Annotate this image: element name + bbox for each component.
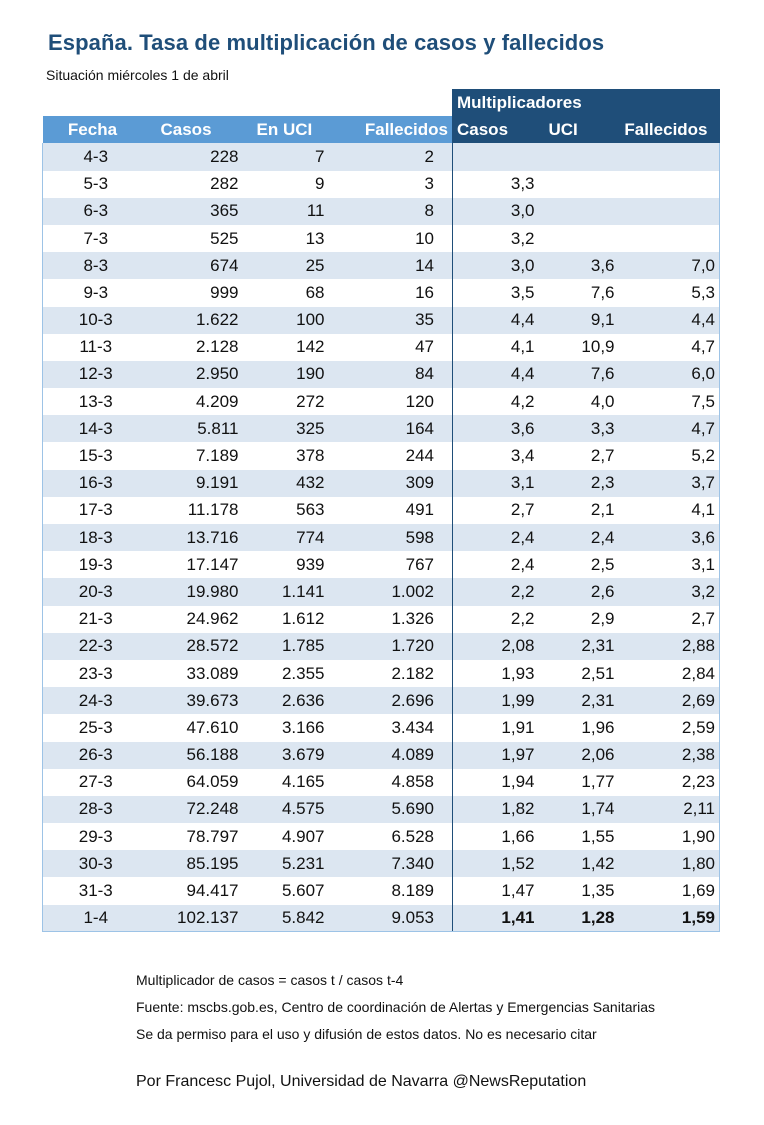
cell-mult-fallecidos: 5,3	[619, 279, 720, 306]
table-row	[43, 877, 720, 904]
cell-mult-uci: 7,6	[539, 361, 619, 388]
cell-mult-fallecidos: 4,4	[619, 307, 720, 334]
cell-casos: 525	[143, 225, 243, 252]
cell-mult-uci: 4,0	[539, 388, 619, 415]
table-row	[43, 442, 720, 469]
cell-fallecidos: 1.002	[343, 578, 453, 605]
cell-fallecidos: 35	[343, 307, 453, 334]
table-row	[43, 524, 720, 551]
cell-uci: 9	[243, 171, 343, 198]
cell-mult-casos: 1,47	[453, 877, 539, 904]
table-row	[43, 225, 720, 252]
column-header-row	[43, 116, 720, 143]
cell-casos: 56.188	[143, 742, 243, 769]
cell-fallecidos: 9.053	[343, 905, 453, 932]
cell-uci: 3.679	[243, 742, 343, 769]
cell-mult-uci: 3,3	[539, 415, 619, 442]
cell-mult-casos: 3,6	[453, 415, 539, 442]
cell-uci: 563	[243, 497, 343, 524]
cell-mult-fallecidos: 1,90	[619, 823, 720, 850]
cell-mult-casos: 2,2	[453, 578, 539, 605]
cell-mult-casos: 3,1	[453, 470, 539, 497]
cell-mult-casos	[453, 143, 539, 170]
cell-fecha: 19-3	[43, 551, 143, 578]
cell-fallecidos: 1.326	[343, 606, 453, 633]
cell-mult-casos: 4,4	[453, 307, 539, 334]
cell-mult-uci: 2,3	[539, 470, 619, 497]
cell-uci: 5.842	[243, 905, 343, 932]
multiplicadores-header: Multiplicadores	[453, 89, 720, 116]
cell-mult-casos: 2,7	[453, 497, 539, 524]
cell-casos: 24.962	[143, 606, 243, 633]
cell-mult-uci: 2,6	[539, 578, 619, 605]
header-uci: En UCI	[243, 116, 343, 143]
cell-fallecidos: 4.089	[343, 742, 453, 769]
table-row	[43, 171, 720, 198]
cell-uci: 378	[243, 442, 343, 469]
table-row	[43, 606, 720, 633]
cell-uci: 5.231	[243, 850, 343, 877]
cell-casos: 282	[143, 171, 243, 198]
cell-mult-uci	[539, 198, 619, 225]
cell-mult-uci: 10,9	[539, 334, 619, 361]
cell-fallecidos: 244	[343, 442, 453, 469]
cell-fallecidos: 5.690	[343, 796, 453, 823]
cell-mult-fallecidos: 2,84	[619, 660, 720, 687]
cell-mult-uci: 1,96	[539, 714, 619, 741]
cell-mult-uci: 1,35	[539, 877, 619, 904]
cell-mult-fallecidos: 3,7	[619, 470, 720, 497]
cell-fecha: 16-3	[43, 470, 143, 497]
table-row	[43, 551, 720, 578]
table-row	[43, 252, 720, 279]
cell-mult-fallecidos: 2,38	[619, 742, 720, 769]
cell-uci: 190	[243, 361, 343, 388]
cell-mult-uci: 1,74	[539, 796, 619, 823]
cell-uci: 13	[243, 225, 343, 252]
cell-fecha: 17-3	[43, 497, 143, 524]
cell-fecha: 4-3	[43, 143, 143, 170]
cell-mult-fallecidos: 4,1	[619, 497, 720, 524]
cell-mult-uci: 2,9	[539, 606, 619, 633]
cell-mult-uci: 3,6	[539, 252, 619, 279]
cell-mult-uci: 2,1	[539, 497, 619, 524]
cell-fecha: 15-3	[43, 442, 143, 469]
cell-casos: 72.248	[143, 796, 243, 823]
table-row	[43, 334, 720, 361]
table-row	[43, 905, 720, 932]
cell-mult-fallecidos	[619, 225, 720, 252]
cell-mult-casos: 1,93	[453, 660, 539, 687]
cell-fecha: 18-3	[43, 524, 143, 551]
cell-casos: 13.716	[143, 524, 243, 551]
cell-fallecidos: 120	[343, 388, 453, 415]
cell-mult-casos: 3,5	[453, 279, 539, 306]
cell-casos: 17.147	[143, 551, 243, 578]
cell-fecha: 10-3	[43, 307, 143, 334]
cell-casos: 102.137	[143, 905, 243, 932]
cell-fecha: 13-3	[43, 388, 143, 415]
cell-mult-fallecidos: 2,69	[619, 687, 720, 714]
cell-uci: 2.636	[243, 687, 343, 714]
cell-mult-uci: 1,77	[539, 769, 619, 796]
cell-fallecidos: 47	[343, 334, 453, 361]
cell-mult-fallecidos	[619, 198, 720, 225]
cell-fallecidos: 8.189	[343, 877, 453, 904]
cell-mult-fallecidos: 6,0	[619, 361, 720, 388]
cell-casos: 19.980	[143, 578, 243, 605]
cell-mult-fallecidos: 2,11	[619, 796, 720, 823]
cell-fecha: 24-3	[43, 687, 143, 714]
table-row	[43, 660, 720, 687]
cell-mult-uci: 2,51	[539, 660, 619, 687]
cell-mult-casos: 4,2	[453, 388, 539, 415]
cell-fecha: 14-3	[43, 415, 143, 442]
table-row	[43, 633, 720, 660]
cell-mult-uci	[539, 225, 619, 252]
cell-fallecidos: 3.434	[343, 714, 453, 741]
cell-mult-fallecidos: 2,88	[619, 633, 720, 660]
cell-mult-fallecidos: 5,2	[619, 442, 720, 469]
cell-mult-casos: 1,99	[453, 687, 539, 714]
cell-mult-casos: 1,66	[453, 823, 539, 850]
cell-uci: 25	[243, 252, 343, 279]
cell-uci: 432	[243, 470, 343, 497]
table-row	[43, 687, 720, 714]
cell-uci: 142	[243, 334, 343, 361]
cell-uci: 11	[243, 198, 343, 225]
cell-fecha: 25-3	[43, 714, 143, 741]
cell-fecha: 22-3	[43, 633, 143, 660]
note-permission: Se da permiso para el uso y difusión de estos datos. No es necesario citar	[136, 1026, 597, 1042]
cell-fallecidos: 1.720	[343, 633, 453, 660]
cell-mult-fallecidos: 1,59	[619, 905, 720, 932]
cell-fecha: 26-3	[43, 742, 143, 769]
cell-fallecidos: 2.696	[343, 687, 453, 714]
cell-fecha: 27-3	[43, 769, 143, 796]
cell-fecha: 28-3	[43, 796, 143, 823]
cell-fallecidos: 598	[343, 524, 453, 551]
note-source: Fuente: mscbs.gob.es, Centro de coordinación de Alertas y Emergencias Sanitarias	[136, 999, 656, 1015]
cell-mult-fallecidos: 3,2	[619, 578, 720, 605]
cell-mult-casos: 2,08	[453, 633, 539, 660]
page-subtitle: Situación miércoles 1 de abril	[46, 67, 229, 83]
cell-mult-uci: 9,1	[539, 307, 619, 334]
cell-uci: 3.166	[243, 714, 343, 741]
cell-mult-uci: 1,28	[539, 905, 619, 932]
cell-casos: 78.797	[143, 823, 243, 850]
cell-mult-casos: 1,52	[453, 850, 539, 877]
header-fecha: Fecha	[43, 116, 143, 143]
cell-mult-uci: 2,31	[539, 633, 619, 660]
table-row	[43, 796, 720, 823]
cell-fecha: 6-3	[43, 198, 143, 225]
table-row	[43, 198, 720, 225]
cell-mult-fallecidos: 4,7	[619, 334, 720, 361]
cell-casos: 64.059	[143, 769, 243, 796]
cell-mult-casos: 3,0	[453, 252, 539, 279]
cell-fecha: 21-3	[43, 606, 143, 633]
header-fallecidos: Fallecidos	[343, 116, 453, 143]
cell-mult-uci: 2,06	[539, 742, 619, 769]
table-row	[43, 850, 720, 877]
cell-casos: 2.128	[143, 334, 243, 361]
table-row	[43, 470, 720, 497]
cell-uci: 5.607	[243, 877, 343, 904]
cell-fallecidos: 7.340	[343, 850, 453, 877]
cell-mult-uci: 2,5	[539, 551, 619, 578]
cell-casos: 4.209	[143, 388, 243, 415]
cell-uci: 4.165	[243, 769, 343, 796]
note-formula: Multiplicador de casos = casos t / casos t-4	[136, 972, 404, 988]
cell-uci: 7	[243, 143, 343, 170]
cell-fecha: 8-3	[43, 252, 143, 279]
cell-mult-fallecidos: 7,5	[619, 388, 720, 415]
table-row	[43, 769, 720, 796]
cell-casos: 5.811	[143, 415, 243, 442]
cell-mult-casos: 3,2	[453, 225, 539, 252]
table-row	[43, 307, 720, 334]
author-credit: Por Francesc Pujol, Universidad de Navarra @NewsReputation	[136, 1073, 587, 1090]
cell-fallecidos: 10	[343, 225, 453, 252]
cell-fallecidos: 3	[343, 171, 453, 198]
cell-fecha: 7-3	[43, 225, 143, 252]
cell-fallecidos: 2	[343, 143, 453, 170]
cell-casos: 365	[143, 198, 243, 225]
cell-fecha: 29-3	[43, 823, 143, 850]
cell-uci: 325	[243, 415, 343, 442]
cell-casos: 28.572	[143, 633, 243, 660]
cell-mult-fallecidos: 1,80	[619, 850, 720, 877]
cell-casos: 47.610	[143, 714, 243, 741]
cell-uci: 100	[243, 307, 343, 334]
cell-fallecidos: 164	[343, 415, 453, 442]
cell-fecha: 5-3	[43, 171, 143, 198]
cell-fallecidos: 16	[343, 279, 453, 306]
cell-fallecidos: 84	[343, 361, 453, 388]
cell-mult-casos: 1,97	[453, 742, 539, 769]
table-row	[43, 143, 720, 170]
header-mult-uci: UCI	[539, 116, 619, 143]
cell-mult-fallecidos: 3,1	[619, 551, 720, 578]
cell-mult-casos: 2,4	[453, 551, 539, 578]
cell-fallecidos: 4.858	[343, 769, 453, 796]
cell-uci: 939	[243, 551, 343, 578]
table-row	[43, 361, 720, 388]
cell-casos: 999	[143, 279, 243, 306]
cell-fallecidos: 14	[343, 252, 453, 279]
cell-casos: 11.178	[143, 497, 243, 524]
cell-mult-uci: 7,6	[539, 279, 619, 306]
cell-fecha: 20-3	[43, 578, 143, 605]
cell-fallecidos: 491	[343, 497, 453, 524]
cell-uci: 1.612	[243, 606, 343, 633]
cell-casos: 1.622	[143, 307, 243, 334]
table-row	[43, 415, 720, 442]
table-row	[43, 714, 720, 741]
cell-casos: 94.417	[143, 877, 243, 904]
cell-casos: 39.673	[143, 687, 243, 714]
cell-fecha: 9-3	[43, 279, 143, 306]
cell-mult-uci: 2,7	[539, 442, 619, 469]
cell-mult-fallecidos: 2,23	[619, 769, 720, 796]
cell-fecha: 23-3	[43, 660, 143, 687]
cell-mult-fallecidos: 4,7	[619, 415, 720, 442]
cell-fecha: 11-3	[43, 334, 143, 361]
notes-block	[136, 967, 655, 1048]
cell-mult-uci: 2,31	[539, 687, 619, 714]
multiplication-table	[42, 89, 720, 932]
cell-uci: 1.785	[243, 633, 343, 660]
cell-casos: 9.191	[143, 470, 243, 497]
cell-fecha: 30-3	[43, 850, 143, 877]
cell-casos: 2.950	[143, 361, 243, 388]
cell-mult-uci	[539, 143, 619, 170]
cell-fallecidos: 8	[343, 198, 453, 225]
cell-casos: 33.089	[143, 660, 243, 687]
cell-fecha: 31-3	[43, 877, 143, 904]
cell-fallecidos: 767	[343, 551, 453, 578]
cell-uci: 774	[243, 524, 343, 551]
cell-mult-casos: 1,94	[453, 769, 539, 796]
cell-uci: 2.355	[243, 660, 343, 687]
cell-mult-fallecidos	[619, 171, 720, 198]
cell-mult-casos: 1,82	[453, 796, 539, 823]
cell-fecha: 12-3	[43, 361, 143, 388]
group-header-spacer	[43, 89, 453, 116]
cell-mult-fallecidos: 3,6	[619, 524, 720, 551]
table-body	[43, 143, 720, 931]
table-row	[43, 497, 720, 524]
cell-uci: 1.141	[243, 578, 343, 605]
cell-fallecidos: 309	[343, 470, 453, 497]
cell-mult-casos: 2,2	[453, 606, 539, 633]
header-mult-casos: Casos	[453, 116, 539, 143]
cell-mult-casos: 2,4	[453, 524, 539, 551]
cell-mult-fallecidos: 7,0	[619, 252, 720, 279]
cell-mult-uci	[539, 171, 619, 198]
cell-mult-casos: 4,1	[453, 334, 539, 361]
cell-mult-fallecidos: 2,59	[619, 714, 720, 741]
cell-mult-casos: 3,0	[453, 198, 539, 225]
cell-mult-fallecidos: 2,7	[619, 606, 720, 633]
cell-uci: 4.907	[243, 823, 343, 850]
header-casos: Casos	[143, 116, 243, 143]
table-row	[43, 823, 720, 850]
cell-uci: 272	[243, 388, 343, 415]
cell-mult-casos: 3,4	[453, 442, 539, 469]
table-row	[43, 388, 720, 415]
table-row	[43, 742, 720, 769]
cell-fecha: 1-4	[43, 905, 143, 932]
cell-casos: 7.189	[143, 442, 243, 469]
header-mult-fallecidos: Fallecidos	[619, 116, 720, 143]
cell-fallecidos: 6.528	[343, 823, 453, 850]
cell-casos: 228	[143, 143, 243, 170]
group-header-row	[43, 89, 720, 116]
cell-fallecidos: 2.182	[343, 660, 453, 687]
cell-mult-uci: 1,55	[539, 823, 619, 850]
cell-casos: 674	[143, 252, 243, 279]
cell-mult-casos: 1,41	[453, 905, 539, 932]
cell-mult-fallecidos	[619, 143, 720, 170]
cell-mult-uci: 2,4	[539, 524, 619, 551]
cell-mult-fallecidos: 1,69	[619, 877, 720, 904]
page-title: España. Tasa de multiplicación de casos y fallecidos	[48, 30, 605, 55]
cell-casos: 85.195	[143, 850, 243, 877]
cell-mult-casos: 4,4	[453, 361, 539, 388]
cell-mult-casos: 1,91	[453, 714, 539, 741]
cell-mult-uci: 1,42	[539, 850, 619, 877]
cell-mult-casos: 3,3	[453, 171, 539, 198]
cell-uci: 68	[243, 279, 343, 306]
table-row	[43, 578, 720, 605]
table-row	[43, 279, 720, 306]
cell-uci: 4.575	[243, 796, 343, 823]
